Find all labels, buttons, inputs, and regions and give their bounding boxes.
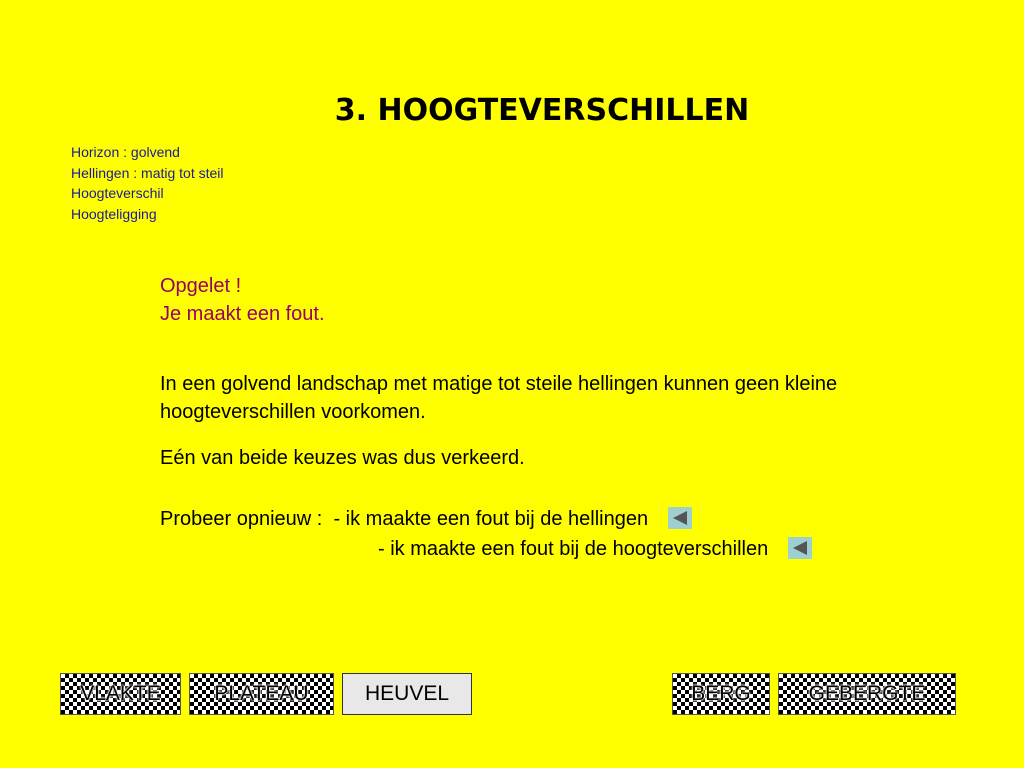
retry-option-2 (378, 538, 812, 561)
page-title: 3. HOOGTEVERSCHILLEN (334, 93, 750, 128)
retry-option-1 (160, 508, 692, 531)
explanation-paragraph: In een golvend landschap met matige tot steile hellingen kunnen geen kleine hoogteverschillen voorkomen. (160, 373, 838, 423)
back-to-hellingen-button[interactable] (668, 507, 692, 529)
criteria-horizon: Horizon : golvend (71, 144, 180, 160)
nav-vlakte-label: VLAKTE (80, 682, 161, 705)
retry-prefix: Probeer opnieuw : (160, 508, 323, 530)
retry-option-1-label: - ik maakte een fout bij de hellingen (333, 508, 649, 530)
criteria-hoogteverschil: Hoogteverschil (71, 185, 164, 201)
criteria-hellingen: Hellingen : matig tot steil (71, 164, 224, 181)
left-triangle-icon (788, 537, 812, 559)
nav-heuvel-label: HEUVEL (364, 682, 450, 705)
left-triangle-icon (668, 507, 692, 529)
nav-berg-button[interactable] (672, 673, 770, 715)
nav-plateau-label: PLATEAU (214, 682, 309, 705)
warning-line-1: Opgelet ! (160, 275, 242, 297)
criteria-list (71, 142, 224, 224)
message-block (160, 272, 920, 472)
back-to-hoogteverschillen-button[interactable] (788, 537, 812, 559)
nav-gebergte-label: GEBERGTE (808, 682, 926, 705)
nav-vlakte-button[interactable] (60, 673, 181, 715)
nav-gebergte-button[interactable] (778, 673, 956, 715)
nav-berg-label: BERG (691, 682, 751, 705)
conclusion-paragraph: Eén van beide keuzes was dus verkeerd. (160, 447, 525, 469)
nav-plateau-button[interactable] (189, 673, 334, 715)
nav-heuvel-button[interactable] (342, 673, 472, 715)
retry-option-2-label: - ik maakte een fout bij de hoogteverschillen (378, 538, 769, 560)
criteria-hoogteligging: Hoogteligging (71, 205, 157, 222)
warning-line-2: Je maakt een fout. (160, 303, 325, 325)
